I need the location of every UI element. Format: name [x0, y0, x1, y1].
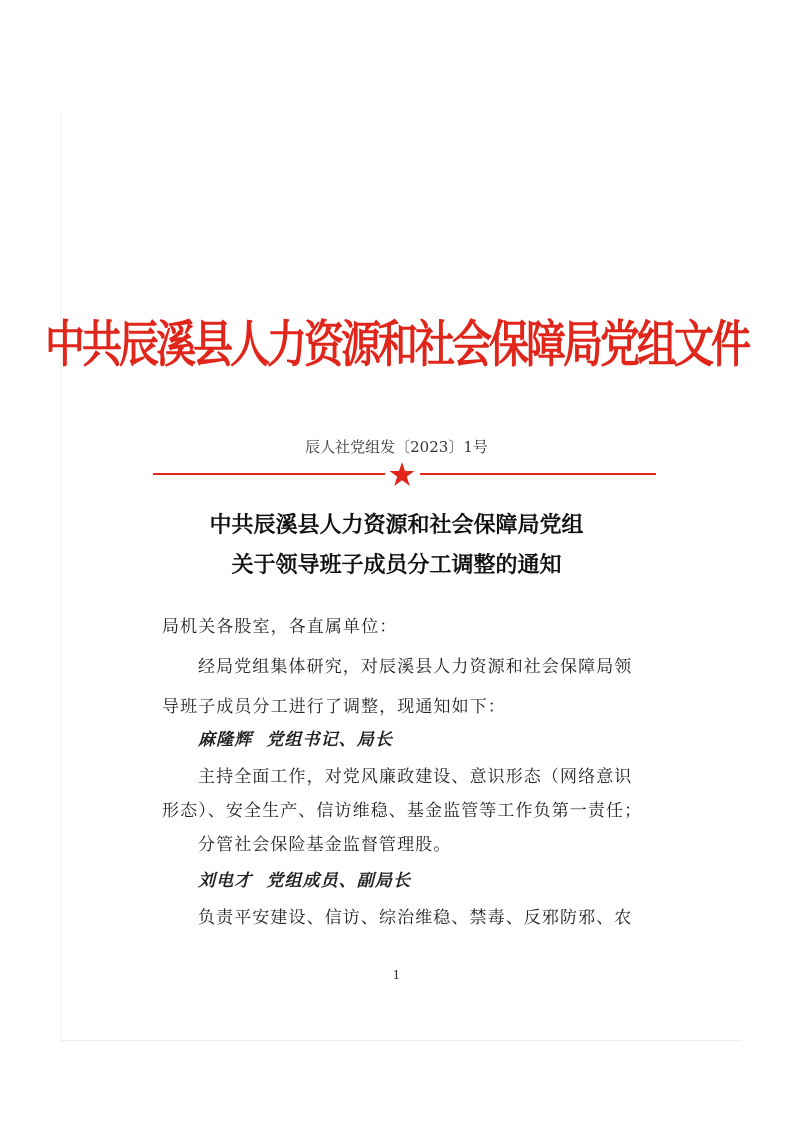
notice-title-line-1: 中共辰溪县人力资源和社会保障局党组: [209, 512, 584, 538]
person-1-duty-line-3: 分管社会保险基金监督管理股。: [198, 835, 452, 855]
person-1-heading: [198, 725, 393, 750]
intro-line-1: 经局党组集体研究，对辰溪县人力资源和社会保障局领: [198, 657, 633, 677]
page-number: 1: [392, 968, 401, 982]
person-2-duty-line-1: 负责平安建设、信访、综治维稳、禁毒、反邪防邪、农: [198, 908, 633, 928]
person-1-name: 麻隆辉: [198, 730, 253, 750]
red-divider-right: [420, 473, 656, 475]
person-2-heading: [198, 866, 411, 891]
document-number: 辰人社党组发〔2023〕1号: [305, 438, 488, 456]
person-2-name: 刘电才: [198, 871, 253, 891]
notice-title-line-2: 关于领导班子成员分工调整的通知: [231, 552, 562, 578]
person-1-duty-line-2: 形态）、安全生产、信访维稳、基金监管等工作负第一责任；: [162, 801, 643, 821]
salutation: 局机关各股室，各直属单位：: [162, 617, 398, 637]
person-1-duty-line-1: 主持全面工作，对党风廉政建设、意识形态（网络意识: [198, 767, 633, 787]
red-star-icon: [389, 461, 415, 487]
person-2-role: 党组成员、副局长: [266, 871, 412, 891]
document-header: 中共辰溪县人力资源和社会保障局党组文件: [45, 315, 748, 374]
intro-line-2: 导班子成员分工进行了调整，现通知如下：: [162, 697, 506, 717]
red-divider-left: [153, 473, 385, 475]
person-1-role: 党组书记、局长: [266, 730, 394, 750]
